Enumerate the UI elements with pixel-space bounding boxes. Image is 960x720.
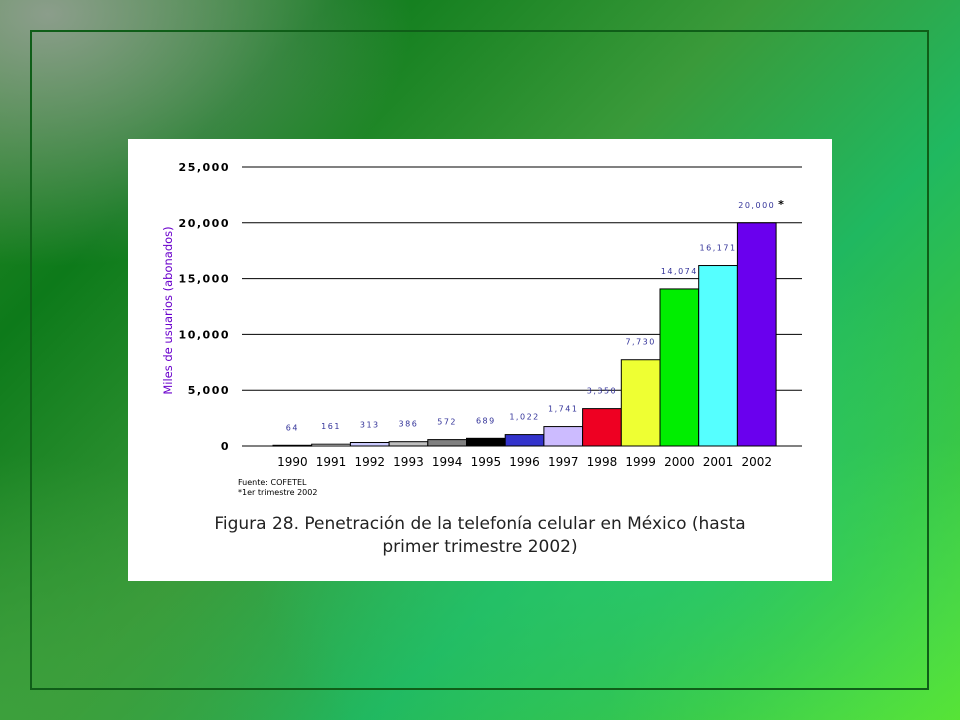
data-label: 20,000 [738, 200, 776, 210]
x-tick-label: 2000 [664, 455, 695, 469]
bar [737, 223, 776, 446]
x-tick-label: 1993 [393, 455, 424, 469]
figure-caption [128, 513, 832, 559]
caption-line-1: Figura 28. Penetración de la telefonía celular en México (hasta [214, 514, 746, 534]
bar [660, 289, 699, 446]
bar [583, 409, 622, 446]
bar [350, 443, 389, 446]
data-label: 313 [359, 420, 380, 430]
data-label: 1,741 [548, 404, 579, 414]
figure-card [128, 139, 832, 581]
footnote-line: *1er trimestre 2002 [238, 488, 318, 497]
bar [467, 438, 506, 446]
bar [505, 435, 544, 446]
bar [544, 427, 583, 446]
bar-chart [128, 139, 832, 479]
data-label: 3,350 [586, 386, 618, 396]
data-label: 689 [475, 416, 496, 426]
x-tick-label: 2002 [741, 455, 773, 469]
source-line: Fuente: COFETEL [238, 478, 307, 487]
bar [621, 360, 660, 446]
bar [389, 442, 428, 446]
data-label: 572 [437, 417, 458, 427]
bar [428, 440, 467, 446]
bar [699, 266, 738, 446]
x-tick-label: 2001 [702, 455, 734, 469]
data-label: 161 [321, 422, 341, 432]
star-note: * [778, 197, 784, 211]
x-tick-label: 1999 [625, 455, 656, 469]
y-tick-label: 0 [220, 440, 230, 453]
source-note [238, 478, 317, 498]
data-label: 7,730 [625, 337, 656, 347]
y-tick-label: 5,000 [187, 384, 230, 398]
y-tick-label: 20,000 [178, 216, 230, 230]
x-tick-label: 1990 [277, 455, 308, 469]
y-axis-label: Miles de usuarios (abonados) [161, 226, 175, 395]
data-label: 16,171 [699, 243, 737, 253]
data-label: 64 [285, 423, 299, 433]
x-tick-label: 1995 [470, 455, 502, 469]
data-label: 386 [398, 419, 419, 429]
bar [273, 445, 312, 446]
x-tick-label: 1997 [547, 455, 579, 469]
x-tick-label: 1991 [315, 455, 347, 469]
x-tick-label: 1994 [431, 455, 463, 469]
bar [312, 444, 351, 446]
y-tick-label: 10,000 [178, 328, 230, 342]
x-tick-label: 1996 [509, 455, 540, 469]
data-label: 1,022 [509, 412, 540, 422]
caption-line-2: primer trimestre 2002) [382, 537, 578, 557]
y-tick-label: 15,000 [178, 272, 230, 286]
x-tick-label: 1992 [354, 455, 386, 469]
data-label: 14,074 [660, 266, 698, 276]
y-tick-label: 25,000 [178, 161, 230, 174]
x-tick-label: 1998 [586, 455, 618, 469]
